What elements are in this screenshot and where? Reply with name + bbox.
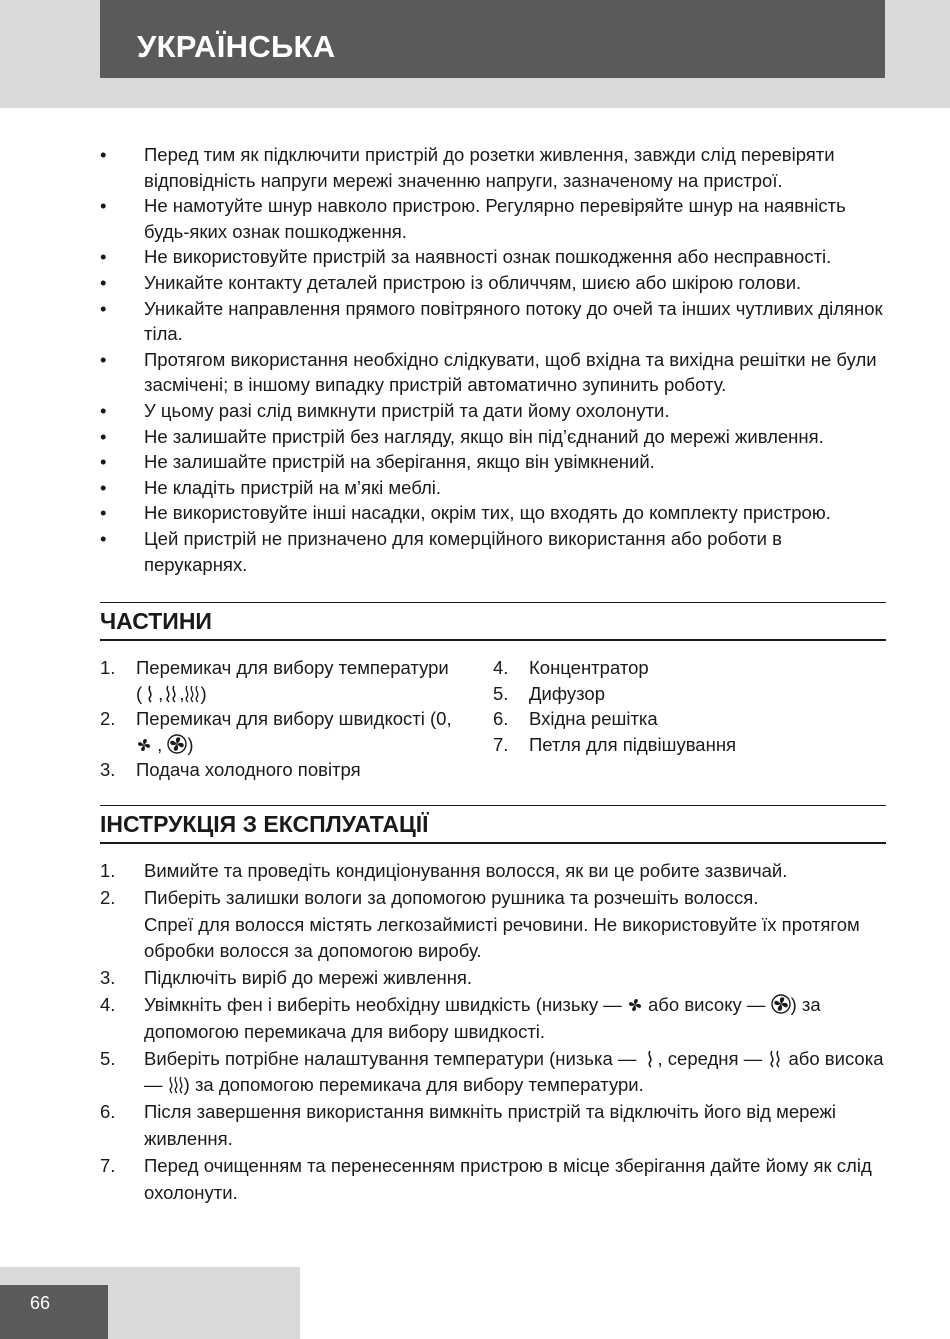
- list-item: [100, 526, 886, 577]
- bullet-symbol: •: [100, 502, 107, 524]
- list-item: 1. Перемикач для вибору температури ( , , ): [100, 657, 449, 704]
- list-item-text: Цей пристрій не призначено для комерційного використання або роботи в перукарнях.: [144, 527, 782, 575]
- list-item: 5. Виберіть потрібне налаштування температури (низька — , середня — або висока — ) за допомогою перемикача для вибору температури.: [100, 1047, 884, 1096]
- fan-low-icon: [136, 735, 152, 753]
- list-item: [100, 475, 886, 501]
- heat-high-icon: [168, 1075, 184, 1093]
- list-item: 5. Дифузор: [493, 682, 605, 704]
- list-item: [100, 424, 886, 450]
- bullet-symbol: •: [100, 451, 107, 473]
- operation-steps: [100, 858, 886, 1206]
- list-item: [100, 193, 886, 244]
- bullet-symbol: •: [100, 246, 107, 268]
- heat-high-icon: [184, 684, 200, 702]
- list-item: [100, 270, 886, 296]
- bullet-symbol: •: [100, 297, 107, 319]
- list-item: 3. Подача холодного повітря: [100, 759, 361, 781]
- list-item: 7. Перед очищенням та перенесенням пристрою в місце зберігання дайте йому як слід охолонути.: [100, 1154, 872, 1203]
- list-item-text: Не залишайте пристрій без нагляду, якщо він під’єднаний до мережі живлення.: [144, 425, 824, 447]
- heat-low-icon: [642, 1049, 658, 1067]
- list-item: 6. Після завершення використання вимкніть пристрій та відключіть його від мережі живлення.: [100, 1101, 836, 1150]
- heat-low-icon: [142, 684, 158, 702]
- list-item: [100, 296, 886, 347]
- list-item: [100, 347, 886, 398]
- bullet-symbol: •: [100, 348, 107, 370]
- fan-high-icon: [167, 734, 187, 754]
- list-item-text: Не намотуйте шнур навколо пристрою. Регулярно перевіряйте шнур на наявність будь-яких ознак пошкодження.: [144, 195, 846, 242]
- list-item: [100, 398, 886, 424]
- list-item: 4. Увімкніть фен і виберіть необхідну швидкість (низьку — або високу — ) за допомогою перемикача для вибору швидкості.: [100, 994, 821, 1042]
- parts-column-right: [493, 655, 886, 783]
- list-item-text: Уникайте направлення прямого повітряного потоку до очей та інших чутливих ділянок тіла.: [144, 297, 883, 345]
- list-item: 3. Підключіть виріб до мережі живлення.: [100, 967, 473, 989]
- page-number: 66: [30, 1293, 51, 1313]
- list-item: [100, 500, 886, 526]
- list-item-text: У цьому разі слід вимкнути пристрій та дати йому охолонути.: [144, 399, 670, 421]
- parts-column-left: [100, 655, 493, 783]
- list-item-text: Не використовуйте пристрій за наявності ознак пошкодження або несправності.: [144, 246, 832, 268]
- bullet-symbol: •: [100, 476, 107, 498]
- list-item: [100, 244, 886, 270]
- bullet-symbol: •: [100, 527, 107, 549]
- bullet-symbol: •: [100, 271, 107, 293]
- list-item: 1. Вимийте та проведіть кондиціонування волосся, як ви це робите зазвичай.: [100, 860, 788, 882]
- content: [100, 142, 886, 1206]
- list-item-text: Уникайте контакту деталей пристрою із обличчям, шиєю або шкірою голови.: [144, 271, 802, 293]
- language-title: УКРАЇНСЬКА: [137, 29, 336, 64]
- list-item: 2. Пиберіть залишки вологи за допомогою рушника та розчешіть волосся. Спреї для волосся містять легкозаймисті речовини. Не використовуйте їх протягом обробки волосся за допомогою виробу.: [100, 886, 860, 962]
- list-item-text: Перед тим як підключити пристрій до розетки живлення, завжди слід перевіряти відповідність напруги мережі значенню напруги, зазначеному на пристрої.: [144, 144, 835, 191]
- parts-heading: ЧАСТИНИ: [100, 602, 886, 641]
- heat-medium-icon: [163, 684, 179, 702]
- heat-medium-icon: [767, 1049, 783, 1067]
- fan-low-icon: [627, 995, 643, 1013]
- list-item: [100, 142, 886, 193]
- list-item: 6. Вхідна решітка: [493, 708, 658, 730]
- page-number-box: [0, 1285, 108, 1339]
- list-item: 2. Перемикач для вибору швидкості (0, , ): [100, 708, 452, 755]
- fan-high-icon: [771, 994, 791, 1014]
- list-item-text: Не залишайте пристрій на зберігання, якщо він увімкнений.: [144, 451, 655, 473]
- list-item-text: Протягом використання необхідно слідкувати, щоб вхідна та вихідна решітки не були засмічені; в іншому випадку пристрій автоматично зупинить роботу.: [144, 348, 877, 396]
- list-item-text: Не використовуйте інші насадки, окрім тих, що входять до комплекту пристрою.: [144, 502, 831, 524]
- safety-list: [100, 142, 886, 577]
- list-item: 7. Петля для підвішування: [493, 733, 737, 755]
- language-header: [100, 0, 885, 78]
- bullet-symbol: •: [100, 144, 107, 165]
- operation-heading: ІНСТРУКЦІЯ З ЕКСПЛУАТАЦІЇ: [100, 805, 886, 844]
- parts-list: [100, 655, 886, 783]
- bullet-symbol: •: [100, 425, 107, 447]
- bullet-symbol: •: [100, 195, 107, 217]
- list-item: 4. Концентратор: [493, 657, 649, 679]
- list-item-text: Не кладіть пристрій на м’які меблі.: [144, 476, 442, 498]
- list-item: [100, 449, 886, 475]
- bullet-symbol: •: [100, 399, 107, 421]
